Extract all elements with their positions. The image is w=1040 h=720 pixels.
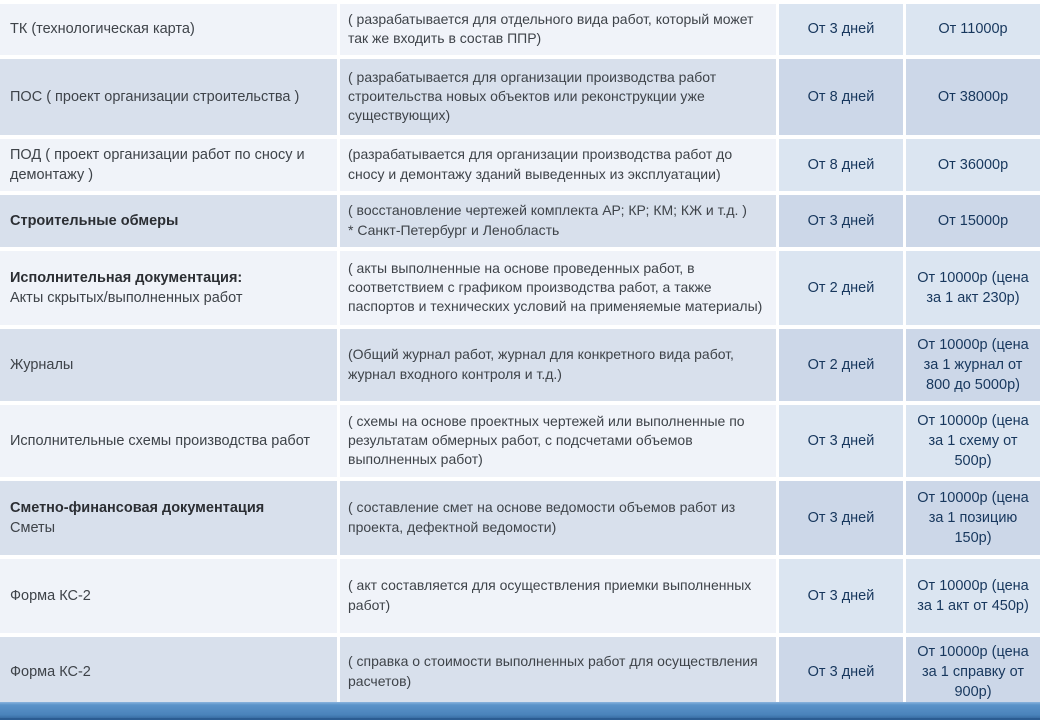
service-description-line2: * Санкт-Петербург и Ленобласть (348, 221, 560, 238)
description-cell (340, 251, 776, 325)
service-name-cell (0, 4, 337, 55)
service-name-cell (0, 481, 337, 555)
service-name-cell (0, 195, 337, 247)
duration-cell (779, 4, 903, 55)
price-value: От 36000р (937, 156, 1009, 173)
price-cell (906, 195, 1040, 247)
duration-value: От 2 дней (807, 279, 875, 296)
price-cell (906, 59, 1040, 135)
description-cell (340, 559, 776, 633)
duration-cell (779, 59, 903, 135)
service-name-line2: Акты скрытых/выполненных работ (10, 289, 243, 306)
price-cell (906, 139, 1040, 191)
service-name: ПОД ( проект организации работ по сносу и демонтажу ) (10, 146, 305, 183)
service-name-cell (0, 139, 337, 191)
duration-value: От 3 дней (807, 212, 875, 229)
price-value: От 10000р (цена за 1 журнал от 800 до 5000р) (917, 336, 1029, 393)
service-name: ПОС ( проект организации строительства ) (10, 88, 300, 105)
service-name-cell (0, 329, 337, 401)
price-cell (906, 481, 1040, 555)
duration-value: От 3 дней (807, 587, 875, 604)
service-name: Исполнительная документация: (10, 269, 243, 286)
price-cell (906, 559, 1040, 633)
description-cell (340, 329, 776, 401)
duration-value: От 2 дней (807, 356, 875, 373)
description-cell (340, 637, 776, 707)
footer-accent-bar (0, 702, 1040, 720)
price-value: От 10000р (цена за 1 акт от 450р) (917, 577, 1029, 614)
description-cell (340, 139, 776, 191)
duration-value: От 8 дней (807, 88, 875, 105)
service-name: Форма КС-2 (10, 587, 91, 604)
price-value: От 15000р (937, 212, 1009, 229)
service-description: ( акты выполненные на основе проведенных работ, в соответствием с графиком производства работ, а также паспортов и технических условий на применяемые материалы) (348, 259, 763, 315)
service-description: ( справка о стоимости выполненных работ для осуществления расчетов) (348, 653, 758, 689)
service-description: ( акт составляется для осуществления приемки выполненных работ) (348, 577, 752, 613)
service-name-line2: Сметы (10, 519, 56, 536)
duration-cell (779, 637, 903, 707)
price-value: От 10000р (цена за 1 позицию 150р) (917, 489, 1029, 546)
service-description: (Общий журнал работ, журнал для конкретного вида работ, журнал входного контроля и т.д.) (348, 346, 734, 382)
price-cell (906, 637, 1040, 707)
service-description: ( восстановление чертежей комплекта АР; КР; КМ; КЖ и т.д. ) (348, 202, 747, 219)
price-cell (906, 251, 1040, 325)
service-description: ( составление смет на основе ведомости объемов работ из проекта, дефектной ведомости) (348, 499, 736, 535)
service-description: ( разрабатывается для организации производства работ строительства новых объектов или реконструкции уже существующих) (348, 68, 717, 124)
duration-value: От 3 дней (807, 509, 875, 526)
duration-cell (779, 559, 903, 633)
service-description: (разрабатывается для организации производства работ до сносу и демонтажу зданий выведенных из эксплуатации) (348, 146, 733, 182)
service-name: Форма КС-2 (10, 663, 91, 680)
duration-value: От 3 дней (807, 663, 875, 680)
description-cell (340, 481, 776, 555)
duration-value: От 3 дней (807, 21, 875, 38)
duration-value: От 3 дней (807, 432, 875, 449)
price-value: От 38000р (937, 88, 1009, 105)
duration-cell (779, 405, 903, 477)
service-description: ( разрабатывается для отдельного вида работ, который может так же входить в состав ППР) (348, 11, 754, 47)
price-value: От 10000р (цена за 1 акт 230р) (917, 269, 1029, 306)
service-name: Журналы (10, 356, 74, 373)
duration-cell (779, 251, 903, 325)
service-name: Строительные обмеры (10, 212, 179, 229)
duration-cell (779, 329, 903, 401)
service-name-cell (0, 637, 337, 707)
price-cell (906, 405, 1040, 477)
service-name-cell (0, 405, 337, 477)
duration-cell (779, 195, 903, 247)
service-description: ( схемы на основе проектных чертежей или выполненные по результатам обмерных работ, с подсчетами объемов выполненных работ) (348, 412, 745, 468)
description-cell (340, 59, 776, 135)
price-value: От 10000р (цена за 1 справку от 900р) (917, 643, 1029, 700)
service-name-cell (0, 251, 337, 325)
service-name: ТК (технологическая карта) (10, 21, 195, 38)
price-cell (906, 329, 1040, 401)
duration-cell (779, 139, 903, 191)
price-value: От 10000р (цена за 1 схему от 500р) (917, 412, 1029, 469)
service-name: Исполнительные схемы производства работ (10, 432, 311, 449)
description-cell (340, 405, 776, 477)
service-name-cell (0, 59, 337, 135)
description-cell (340, 4, 776, 55)
service-name: Сметно-финансовая документация (10, 499, 265, 516)
duration-value: От 8 дней (807, 156, 875, 173)
duration-cell (779, 481, 903, 555)
service-name-cell (0, 559, 337, 633)
description-cell (340, 195, 776, 247)
price-value: От 11000р (938, 21, 1008, 38)
price-cell (906, 4, 1040, 55)
